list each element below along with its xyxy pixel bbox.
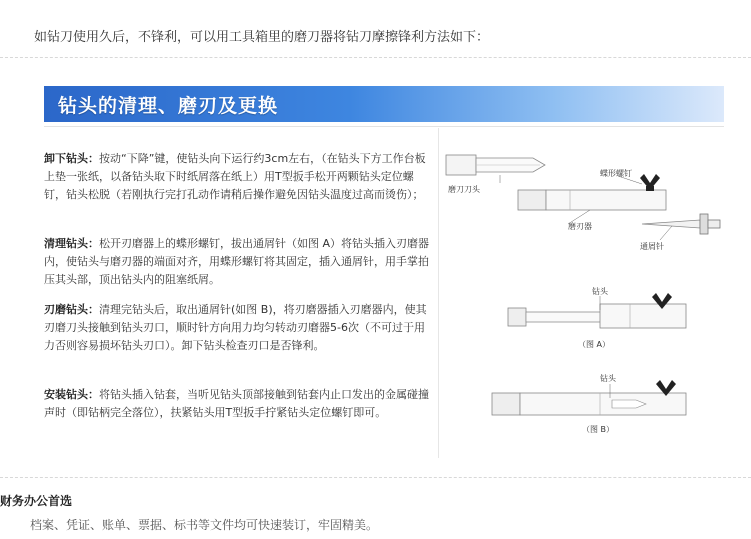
step-sep: ：	[88, 237, 99, 250]
figure-a-illustration	[508, 293, 686, 328]
step-body: 按动“下降”键，使钻头向下运行约3cm左右，（在钻头下方工作台板上垫一张纸，以备钻头取下时纸屑落在纸上）用T型扳手松开两颗钻头定位螺钉，钻头松脱（若刚执行完打孔动作请稍后操作避免因钻头温度过高而烫伤）；	[44, 152, 426, 201]
footer-description: 档案、凭证、账单、票据、标书等文件均可快速装订，牢固精美。	[30, 518, 379, 532]
blade-head-illustration	[446, 155, 545, 175]
step-title: 刃磨钻头	[44, 303, 88, 316]
label-butterfly-screw: 蝶形螺钉	[600, 169, 632, 178]
label-cleaning-pin: 通屑针	[640, 242, 664, 251]
step-sep: ：	[88, 388, 99, 401]
sharpener-illustration	[518, 174, 666, 210]
figure-b-illustration	[492, 380, 686, 415]
step-title: 安装钻头	[44, 388, 88, 401]
step-title: 卸下钻头	[44, 152, 88, 165]
step-title: 清理钻头	[44, 237, 88, 250]
footer-title: 财务办公首选	[0, 494, 73, 508]
label-figure-a: （图 A）	[578, 340, 611, 349]
step-sep: ：	[88, 303, 99, 316]
label-sharpener: 磨刃器	[568, 222, 592, 231]
label-drill-b: 钻头	[600, 374, 616, 383]
step-body: 松开刃磨器上的蝶形螺钉，拔出通屑针（如图 A）将钻头插入刃磨器内，使钻头与磨刃器的端面对齐，用蝶形螺钉将其固定，插入通屑针，用手掌拍压其头部，顶出钻头内的阻塞纸屑。	[44, 237, 430, 286]
step-body: 清理完钻头后，取出通屑针(如图 B)，将刃磨器插入刃磨器内，使其刃磨刀头接触到钻头刃口，顺时针方向用力均匀转动刃磨器5-6次（不可过于用力否则容易损坏钻头刃口）。卸下钻头检查刃口是否锋利。	[44, 303, 427, 352]
intro-text: 如钻刀使用久后，不锋利，可以用工具箱里的磨刀器将钻刀摩擦锋利方法如下：	[34, 30, 490, 45]
step-sep: ：	[88, 152, 99, 165]
label-drill-a: 钻头	[592, 287, 608, 296]
label-figure-b: （图 B）	[582, 425, 615, 434]
cleaning-pin-illustration	[642, 214, 720, 234]
label-blade-head: 磨刀刀头	[448, 185, 480, 194]
bottom-divider	[0, 477, 751, 478]
banner-title: 钻头的清理、磨刃及更换	[58, 95, 279, 117]
step-body: 将钻头插入钻套，当听见钻头顶部接触到钻套内止口发出的金属碰撞声时（即钻柄完全落位），扶紧钻头用T型扳手拧紧钻头定位螺钉即可。	[44, 388, 429, 419]
